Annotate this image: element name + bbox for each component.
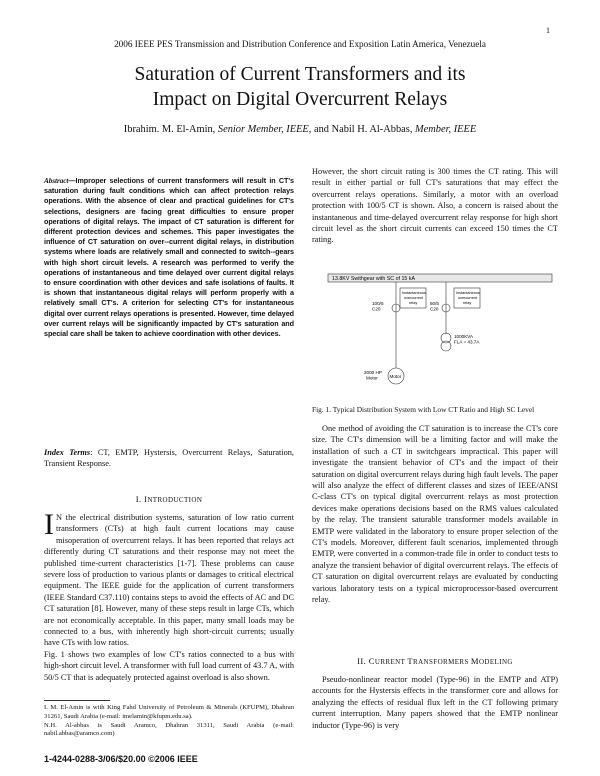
intro-paragraph-1	[44, 508, 294, 649]
right-p2-text: One method of avoiding the CT saturation is to increase the CT's core size. The CT's dimension will be a limiting factor and will make the installation of such a CT in switchgears impractical. This paper will investigate the transient behavior of CT's and the impact of their saturation on digital overcurrent relays during high fault levels. The paper will also analyze the effect of different classes and sizes of IEEE/ANSI C-class CT's on typical digital overcurrent relays as most protection devices make operations decisions based on the RMS values calculated by the relay. The transient saturable transformer models available in EMTP were validated in the laboratory to ensure proper selection of the CT's models. Moreover, different fault scenarios, implemented through EMTP, were converted in a common-trade file in order to conduct tests to analyze the transient behavior of digital overcurrent relays. The effects of CT saturation on digital overcurrent relays are evaluated by conducting various laboratory tests on a typical microprocessor-based overcurrent relay.	[312, 424, 558, 605]
intro-p1-text: N the electrical distribution systems, saturation of low ratio current transformers (CTs) at high fault current locations may cause misoperation of overcurrent relays. It has been reported that relays act differently during CT saturations and their response may not meet the published time-current characteristics [1-7]. These problems can cause severe loss of production to various plants or damages to critical electrical equipment. The IEEE guide for the application of current transformers (IEEE Standard C37.110) contains steps to avoid the effects of AC and DC CT saturation [8]. However, many of these steps result in large CTs, which are not economically acceptable. In this paper, many small loads may be connected to a bus, with inherently high short-circuit currents; usually have CTs with low ratios.	[44, 513, 294, 648]
title-line-2: Impact on Digital Overcurrent Relays	[152, 89, 448, 110]
author-1-role: Senior Member, IEEE	[217, 124, 309, 135]
section2-cap-2: T	[407, 656, 413, 666]
introduction-body	[44, 508, 295, 683]
transformer-winding-2	[441, 341, 451, 351]
footnote-line-1: I. M. El-Amin is with King Fahd University of Petroleum & Minerals (KFUPM), Dhahran 31261, Saudi Arabia (e-mail: imelamin@kfupm.edu.sa).	[44, 704, 294, 720]
footnote-rule	[44, 700, 110, 701]
footnote-line-2: N.H. Al-abbas is Saudi Aramco, Dhahran 31311, Saudi Arabia (e-mail: nabil.abbas@aramco.com)	[44, 721, 294, 738]
relay-1-label-b: overcurrent	[404, 296, 424, 300]
relay-2-label-c: relay	[463, 301, 472, 305]
section2-cap-1: C	[368, 656, 375, 666]
ct-1-class: C20	[372, 306, 381, 312]
section2-rest-1: URRENT	[374, 658, 408, 666]
right-p3-text: Pseudo-nonlinear reactor model (Type-96) in the EMTP and ATP) accounts for the Hystersis effects in the transformer core and allows for analyzing the effects of residual flux left in the CT following primary current interruption. Many papers showed that the EMTP nonlinear inductor (Type-96) is very	[312, 675, 558, 730]
transformer-winding-1	[441, 333, 451, 343]
copyright: 1-4244-0288-3/06/$20.00 ©2006 IEEE	[44, 754, 198, 764]
section2-cap-3: M	[470, 656, 479, 666]
relay-2-label-b: overcurrent	[458, 296, 478, 300]
ct-1-ratio: 100/5	[372, 301, 384, 306]
ct-2-ratio: 50/5	[430, 301, 439, 306]
title-line-1: Saturation of Current Transformers and its	[134, 64, 466, 85]
motor-hp: 2000 HP	[364, 370, 382, 375]
bus-label: 13.8KV Swithgear with SC of 15 kA	[332, 276, 416, 283]
motor-word: Motor	[366, 375, 378, 381]
drop-cap: I	[44, 508, 54, 541]
relay-2-label-a: Instantaneous	[456, 291, 480, 295]
paper-title	[40, 62, 560, 112]
author-joiner: , and	[308, 124, 329, 135]
motor-label: Motor	[389, 374, 402, 379]
abstract: Abstract—Improper selections of current transformers will result in CT's saturation during fault conditions which can affect protection relays operations. With the absence of clear and practical guidelines for CT's selections, designers are facing great difficulties to ensure proper operations of digital relays. The impact of CT saturation is different for different protection devices and schemes. This paper investigates the influence of CT saturation on over--current digital relays, in distribution systems where loads are relatively small and connected to switch--gears with high short circuit levels. A research was performed to verify the operations of instantaneous and time delayed over current digital relays to ensure coordination with other devices and safe isolations of faults. It is shown that instantaneous digital relays will perform properly with a relatively small CT's. A criterion for selecting CT's for instantaneous digital over current relays operations is presented. However, time delayed over current relays will be significantly impacted by CT's saturation and special care shall be taken to achieve coordination with other devices.	[44, 176, 294, 339]
section2-rest-3: ODELING	[478, 658, 513, 666]
right-paragraph-1: However, the short circuit rating is 300 times the CT rating. This will result in either partial or full CT's saturations that may effect the overcurrent relays operations. Similarly, a motor with an overload protection with 100/5 CT is shown. Also, a concern is raised about the instantaneous and time-delayed overcurrent relay response for high short circuit level as the short circuit currents can exceed 150 times the CT rating.	[312, 167, 558, 245]
section-heading-ct-modeling	[312, 656, 558, 668]
section-rest: NTRODUCTION	[147, 496, 203, 504]
conference-header: 2006 IEEE PES Transmission and Distribution Conference and Exposition Latin America, Venezuela	[114, 39, 486, 49]
relay-1-label-c: relay	[409, 301, 418, 305]
intro-paragraph-2: Fig. 1 shows two examples of low CT's ratios connected to a bus with high-short circuit level. A transformer with full load current of 43.7 A, with 50/5 CT that is adequately protected against overload is also shown.	[44, 649, 295, 682]
figure-1-diagram	[312, 272, 558, 396]
author-line	[40, 124, 560, 135]
author-2-role: Member, IEEE	[415, 124, 477, 135]
index-terms-text: : CT, EMTP, Hystersis, Overcurrent Relays, Saturation, Transient Response.	[44, 448, 295, 469]
abstract-label: Abstract	[44, 177, 69, 185]
section-first-letter: I	[144, 494, 148, 504]
page-number: 1	[546, 26, 550, 35]
author-2: Nabil H. Al-Abbas,	[331, 124, 413, 135]
transformer-rating: 1000KVA	[454, 334, 474, 339]
ct-2-class: C20	[430, 306, 439, 312]
index-terms	[44, 447, 294, 470]
right-paragraph-3	[312, 674, 558, 731]
section-numeral: I.	[135, 494, 142, 504]
section2-rest-2: RANSFORMERS	[413, 658, 471, 666]
right-paragraph-2	[312, 423, 558, 606]
footnote	[44, 704, 294, 739]
index-terms-label: Index Terms	[44, 448, 91, 457]
figure-1-caption: Fig. 1. Typical Distribution System with Low CT Ratio and High SC Level	[312, 405, 535, 414]
transformer-fla: FLA = 43.7A	[454, 339, 480, 345]
section2-numeral: II.	[357, 656, 367, 666]
abstract-text: Improper selections of current transformers will result in CT's saturation during fault conditions which can affect protection relays operations. With the absence of clear and practical guidelines for CT's selections, designers are facing great difficulties to ensure proper operations of digital relays. The impact of CT saturation is different for different protection devices and schemes. This paper investigates the influence of CT saturation on over--current digital relays, in distribution systems where loads are relatively small and connected to switch--gears with high short circuit levels. A research was performed to verify the operations of instantaneous and time delayed over current digital relays to ensure coordination with other devices and safe isolations of faults. It is shown that instantaneous digital relays will perform properly with a relatively small CT's. A criterion for selecting CT's for instantaneous digital over current relays operations is presented. However, time delayed over current relays will be significantly impacted by CT's saturation and special care shall be taken to achieve coordination with other devices.	[44, 176, 294, 339]
section-heading-introduction	[44, 494, 294, 506]
relay-1-label-a: Instantaneous	[402, 291, 426, 295]
author-1: Ibrahim. M. El-Amin,	[123, 124, 216, 135]
